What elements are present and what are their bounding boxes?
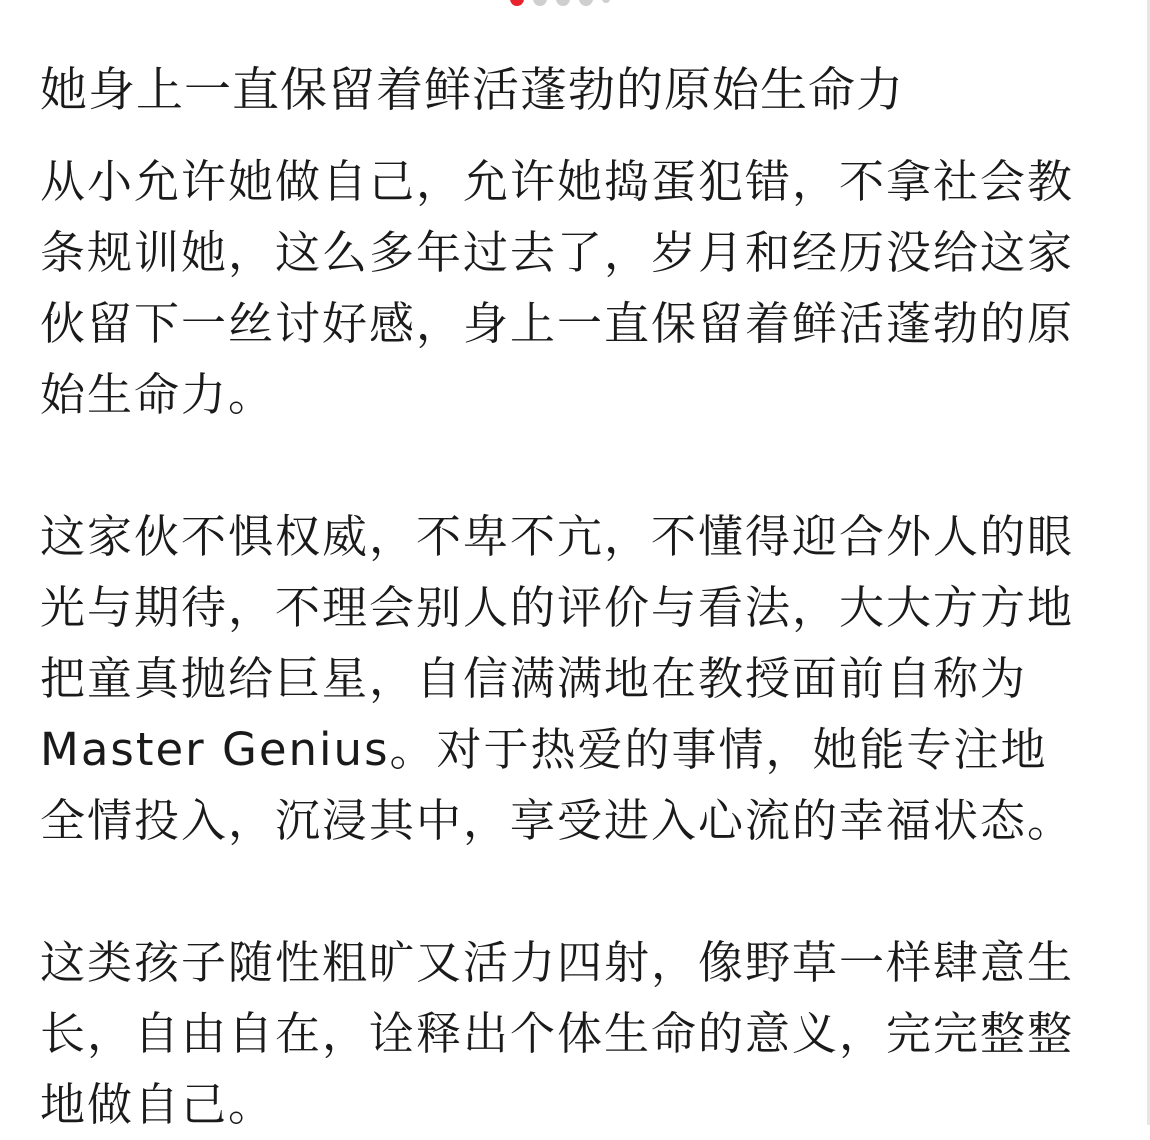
pager-dot[interactable] [556,0,570,6]
article-paragraph-3: 这类孩子随性粗旷又活力四射，像野草一样肆意生长，自由自在，诠释出个体生命的意义，完完整整地做自己。 [40,936,1075,1131]
article-body [40,58,1120,1140]
pager-dot[interactable] [533,0,547,6]
article-paragraph-1: 从小允许她做自己，允许她捣蛋犯错，不拿社会教条规训她，这么多年过去了，岁月和经历没给这家伙留下一丝讨好感，身上一直保留着鲜活蓬勃的原始生命力。 [40,155,1075,421]
pager-dot-more[interactable] [602,0,610,3]
paragraph-spacer [40,430,1120,501]
pager-dot[interactable] [579,0,593,6]
image-pager-dots[interactable] [510,0,610,6]
pager-dot-active[interactable] [510,0,524,6]
paragraph-spacer [40,856,1120,927]
article-headline: 她身上一直保留着鲜活蓬勃的原始生命力 [40,63,904,118]
article-paragraph-2: 这家伙不惧权威，不卑不亢，不懂得迎合外人的眼光与期待，不理会别人的评价与看法，大大方方地把童真抛给巨星，自信满满地在教授面前自称为Master Genius。对于热爱的事情，她能专注地全情投入，沉浸其中，享受进入心流的幸福状态。 [40,510,1075,847]
